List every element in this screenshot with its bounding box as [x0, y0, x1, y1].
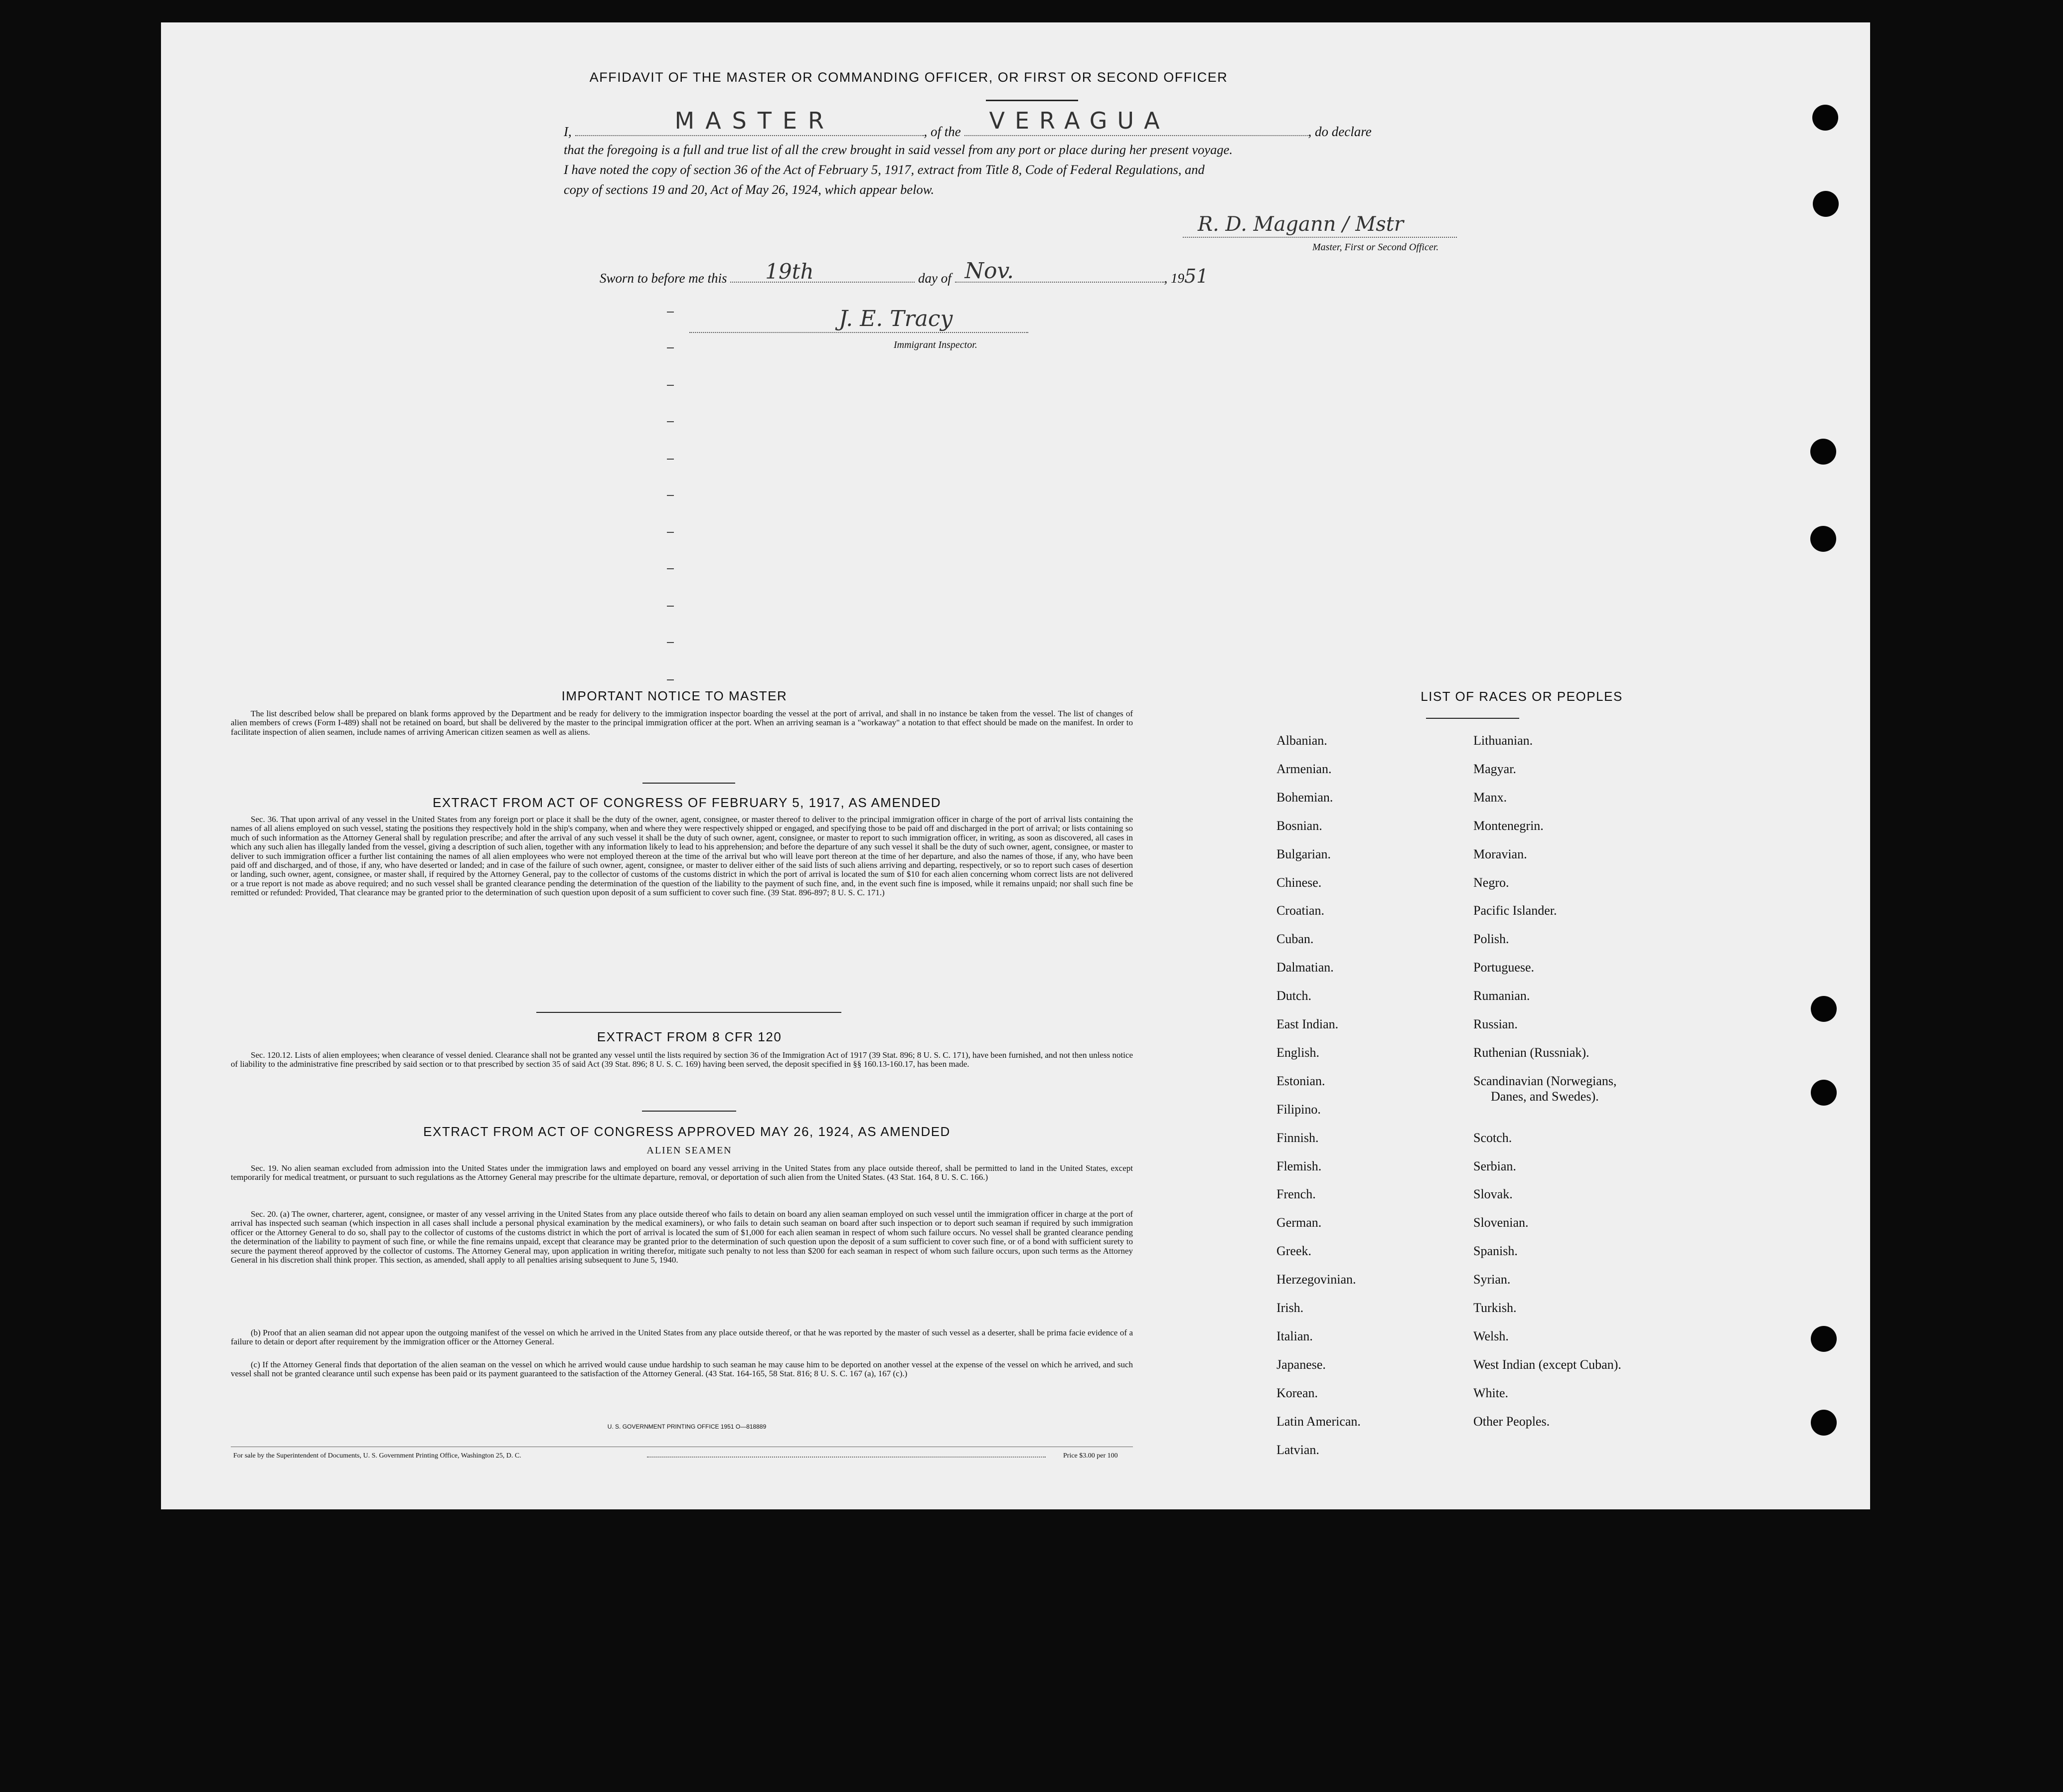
- race-item: Negro.: [1473, 875, 1509, 890]
- vessel-handwritten: VERAGUA: [989, 107, 1170, 134]
- affidavit-line-1: [564, 107, 1372, 140]
- inspector-caption: Immigrant Inspector.: [894, 339, 977, 350]
- race-item: Armenian.: [1276, 761, 1332, 776]
- section-rule: [642, 783, 735, 784]
- signature-caption: Master, First or Second Officer.: [1312, 242, 1439, 253]
- section-20b: (b) Proof that an alien seaman did not appear upon the outgoing manifest of the vessel on which he arrived in the United States from any place outside thereof, or that he was reported by the master of such vessel as a deserter, shall be prima facie evidence of a failure to detain or deport after requirement by the immigration officer or the Attorney General.: [231, 1328, 1133, 1347]
- of-the-text: , of the: [924, 124, 961, 139]
- race-item: White.: [1473, 1385, 1509, 1400]
- inspector-signature-line: [689, 306, 1028, 333]
- race-item: Greek.: [1276, 1244, 1312, 1259]
- binder-hole: [1810, 439, 1836, 465]
- margin-tick: [667, 642, 674, 643]
- footer-leader: [647, 1457, 1046, 1458]
- race-item: Lithuanian.: [1473, 733, 1533, 748]
- binder-hole: [1813, 191, 1839, 217]
- binder-hole: [1811, 1326, 1837, 1352]
- margin-tick: [667, 385, 674, 386]
- race-item: Japanese.: [1276, 1357, 1326, 1372]
- race-item: Montenegrin.: [1473, 818, 1544, 833]
- section-20c: (c) If the Attorney General finds that deportation of the alien seaman on the vessel on which he arrived would cause undue hardship to such seaman he may cause him to be deported on another vessel at the expense of the vessel on which he arrived, and such vessel shall not be granted clearance until such expense has been paid or its payment guaranteed to the satisfaction of the Attorney General. (43 Stat. 164-165, 58 Stat. 816; 8 U. S. C. 167 (a), 167 (c).): [231, 1360, 1133, 1379]
- race-item: Russian.: [1473, 1017, 1518, 1031]
- race-item: Scotch.: [1473, 1130, 1512, 1145]
- sworn-month: Nov.: [964, 258, 1014, 284]
- sworn-month-field: [955, 258, 1164, 284]
- binder-hole: [1812, 105, 1838, 131]
- race-item: Syrian.: [1473, 1272, 1511, 1287]
- title-rule: [986, 100, 1078, 101]
- binder-hole: [1810, 526, 1836, 552]
- margin-tick: [667, 532, 674, 533]
- race-item: Spanish.: [1473, 1244, 1518, 1259]
- race-item: Latvian.: [1276, 1442, 1319, 1457]
- race-item: Scandinavian (Norwegians,: [1473, 1073, 1617, 1088]
- race-item: Filipino.: [1276, 1102, 1321, 1117]
- notice-title: IMPORTANT NOTICE TO MASTER: [561, 688, 788, 703]
- sworn-line: [600, 258, 1209, 287]
- day-of-text: day of: [918, 271, 952, 286]
- footer-price: Price $3.00 per 100: [1063, 1452, 1118, 1460]
- race-item: Irish.: [1276, 1301, 1304, 1315]
- binder-hole: [1811, 996, 1837, 1022]
- race-item: Portuguese.: [1473, 960, 1535, 975]
- race-item: Chinese.: [1276, 875, 1322, 890]
- affidavit-line-4: copy of sections 19 and 20, Act of May 26, 1924, which appear below.: [564, 182, 935, 197]
- race-item: Finnish.: [1276, 1130, 1319, 1145]
- section-19: Sec. 19. No alien seaman excluded from admission into the United States under the immigration laws and employed on board any vessel arriving in the United States from any place outside thereof, shall be permitted to land in the United States, except temporarily for medical treatment, or pursuant to such regulations as the Attorney General may prescribe for the ultimate departure, removal, or deportation of such alien from the United States. (43 Stat. 164, 8 U. S. C. 166.): [231, 1163, 1133, 1182]
- sworn-prefix: Sworn to before me this: [600, 271, 727, 286]
- race-item: French.: [1276, 1187, 1316, 1202]
- race-item: German.: [1276, 1215, 1322, 1230]
- affidavit-line-3: I have noted the copy of section 36 of the Act of February 5, 1917, extract from Title 8, Code of Federal Regulations, and: [564, 162, 1205, 177]
- printer-line: U. S. GOVERNMENT PRINTING OFFICE 1951 O—818889: [607, 1423, 767, 1430]
- race-item: Korean.: [1276, 1385, 1318, 1400]
- race-item: Italian.: [1276, 1328, 1313, 1343]
- margin-tick: [667, 606, 674, 607]
- race-item: Magyar.: [1473, 761, 1516, 776]
- race-item: Moravian.: [1473, 846, 1527, 861]
- margin-tick: [667, 679, 674, 680]
- affidavit-intro: I,: [564, 124, 572, 139]
- races-title: LIST OF RACES OR PEOPLES: [1421, 689, 1623, 704]
- race-item: Danes, and Swedes).: [1491, 1089, 1599, 1104]
- sworn-day: 19th: [765, 259, 814, 284]
- race-item: Manx.: [1473, 790, 1507, 805]
- race-item: Serbian.: [1473, 1158, 1516, 1173]
- binder-hole: [1811, 1080, 1837, 1106]
- master-signature: R. D. Magann / Mstr: [1198, 213, 1404, 236]
- extract-1917-title: EXTRACT FROM ACT OF CONGRESS OF FEBRUARY 5, 1917, AS AMENDED: [433, 795, 941, 810]
- race-item: East Indian.: [1276, 1017, 1339, 1031]
- race-item: Rumanian.: [1473, 988, 1530, 1003]
- race-item: Cuban.: [1276, 932, 1314, 947]
- race-item: Herzegovinian.: [1276, 1272, 1356, 1287]
- race-item: West Indian (except Cuban).: [1473, 1357, 1621, 1372]
- vessel-field: [964, 107, 1308, 136]
- race-item: Albanian.: [1276, 733, 1327, 748]
- race-item: Welsh.: [1473, 1328, 1509, 1343]
- race-item: Ruthenian (Russniak).: [1473, 1045, 1589, 1060]
- race-item: Turkish.: [1473, 1301, 1517, 1315]
- affidavit-title: AFFIDAVIT OF THE MASTER OR COMMANDING OFFICER, OR FIRST OR SECOND OFFICER: [589, 70, 1228, 85]
- race-item: Other Peoples.: [1473, 1414, 1550, 1429]
- affidavit-line-2: that the foregoing is a full and true list of all the crew brought in said vessel from any port or place during her present voyage.: [564, 142, 1233, 157]
- race-item: Bohemian.: [1276, 790, 1333, 805]
- notice-body: The list described below shall be prepared on blank forms approved by the Department and be ready for delivery to the immigration inspector boarding the vessel at the port of arrival, and shall in no instance be taken from the vessel. The list of changes of alien members of crews (Form I-489) shall not be retained on board, but shall be delivered by the master to the principal immigration officer at the port. When an arriving seaman is a "workaway" a notation to that effect should be made on the manifest. In order to facilitate inspection of alien seamen, include names of arriving American citizen seamen as well as aliens.: [231, 709, 1133, 737]
- race-item: Bulgarian.: [1276, 846, 1331, 861]
- race-item: Bosnian.: [1276, 818, 1322, 833]
- binder-hole: [1811, 1410, 1837, 1436]
- do-declare-text: , do declare: [1308, 124, 1372, 139]
- race-item: Dutch.: [1276, 988, 1312, 1003]
- officer-field: [575, 107, 924, 136]
- race-item: Slovenian.: [1473, 1215, 1529, 1230]
- alien-seamen-subtitle: ALIEN SEAMEN: [646, 1145, 732, 1156]
- races-rule: [1426, 718, 1519, 719]
- extract-cfr-title: EXTRACT FROM 8 CFR 120: [597, 1029, 782, 1044]
- race-item: Estonian.: [1276, 1073, 1325, 1088]
- race-item: Croatian.: [1276, 903, 1325, 918]
- section-rule: [536, 1012, 841, 1013]
- race-item: English.: [1276, 1045, 1319, 1060]
- year-prefix: , 19: [1164, 271, 1184, 286]
- race-item: Latin American.: [1276, 1414, 1361, 1429]
- footer-sale: For sale by the Superintendent of Documents, U. S. Government Printing Office, Washington 25, D. C.: [233, 1452, 521, 1460]
- race-item: Slovak.: [1473, 1187, 1513, 1202]
- officer-handwritten: MASTER: [674, 107, 835, 134]
- race-item: Pacific Islander.: [1473, 903, 1557, 918]
- margin-tick: [667, 459, 674, 460]
- section-20a: Sec. 20. (a) The owner, charterer, agent, consignee, or master of any vessel arriving in the United States from any place outside thereof who fails to detain on board any alien seaman employed on such vessel until the immigration officer in charge at the port of arrival has inspected such seaman (which inspection in all cases shall include a personal physical examination by the medical examiners), or who fails to detain such seaman on board after such inspection or to deport such seaman if required by such immigration officer or the Attorney General to do so, shall pay to the collector of customs of the customs district in which the port of arrival is located the sum of $1,000 for each alien seaman in respect of whom such failure occurs. No vessel shall be granted clearance pending the determination of the liability to payment of such fine, or while the fine remains unpaid, except that clearance may be granted prior to the determination of such question upon the deposit of a sum sufficient to cover such fine, or of a bond with sufficient surety to secure the payment thereof approved by the collector of customs. The Attorney General may, upon application in writing therefor, mitigate such penalty to not less than $200 for each seaman in respect of whom such failure occurs, upon such terms as the Attorney General in his discretion shall think proper. This section, as amended, shall apply to all penalties arising subsequent to June 5, 1940.: [231, 1209, 1133, 1265]
- extract-1924-title: EXTRACT FROM ACT OF CONGRESS APPROVED MAY 26, 1924, AS AMENDED: [423, 1124, 951, 1139]
- margin-tick: [667, 421, 674, 422]
- margin-tick: [667, 347, 674, 348]
- race-item: Dalmatian.: [1276, 960, 1334, 975]
- extract-1917-body: Sec. 36. That upon arrival of any vessel in the United States from any foreign port or place it shall be the duty of the owner, agent, consignee, or master thereof to deliver to the principal immigration officer in charge of the port of arrival lists containing the names of all aliens employed on such vessel, stating the positions they respectively hold in the ship's company, when and where they were respectively shipped or engaged, and specifying those to be paid off and discharged in the port of arrival; or lists containing so much of such information as the Attorney General shall by regulation prescribe; and after the arrival of any such vessel it shall be the duty of such owner, agent, consignee, or master to report to such immigration officer, in writing, as soon as discovered, all cases in which any such alien has illegally landed from the vessel, giving a description of such alien, together with any information likely to lead to his apprehension; and before the departure of any such vessel it shall be the duty of such owner, agent, consignee, or master to deliver to such immigration officer a further list containing the names of all alien employees who were not employed thereon at the time of the arrival but who will leave port thereon at the time of her departure, and also the names of those, if any, who have been paid off and discharged, and of those, if any, who have deserted or landed; and in case of the failure of such owner, agent, consignee, or master to deliver either of the said lists of such aliens arriving and departing, respectively, or so to report such cases of desertion or landing, such owner, agent, consignee, or master shall, if required by the Attorney General, pay to the collector of customs of the customs district in which the port of arrival is located the sum of $10 for each alien concerning whom correct lists are not delivered or a true report is not made as above required; and no such vessel shall be granted clearance pending the determination of the question of the liability to the payment of such fine, and, in the event such fine is imposed, while it remains unpaid; nor shall such fine be remitted or refunded: Provided, That clearance may be granted prior to the determination of such question upon deposit of a sum sufficient to cover such fine. (39 Stat. 896-897; 8 U. S. C. 171.): [231, 815, 1133, 898]
- margin-tick: [667, 495, 674, 496]
- section-rule: [642, 1111, 736, 1112]
- extract-cfr-body: Sec. 120.12. Lists of alien employees; when clearance of vessel denied. Clearance shall not be granted any vessel until the lists required by section 36 of the Immigration Act of 1917 (39 Stat. 896; 8 U. S. C. 171), have been furnished, and not then unless notice of liability to the administrative fine prescribed by said section or to that prescribed by section 35 of said Act (39 Stat. 896; 8 U. S. C. 169) having been served, the deposit specified in §§ 160.13-160.17, has been made.: [231, 1050, 1133, 1069]
- margin-tick: [667, 312, 674, 313]
- sworn-year: 51: [1184, 265, 1209, 287]
- document-page: [161, 22, 1870, 1509]
- race-item: Flemish.: [1276, 1158, 1322, 1173]
- sworn-day-field: [730, 259, 915, 284]
- inspector-signature: J. E. Tracy: [839, 306, 953, 331]
- master-signature-line: [1183, 213, 1457, 238]
- margin-tick: [667, 568, 674, 569]
- race-item: Polish.: [1473, 932, 1509, 947]
